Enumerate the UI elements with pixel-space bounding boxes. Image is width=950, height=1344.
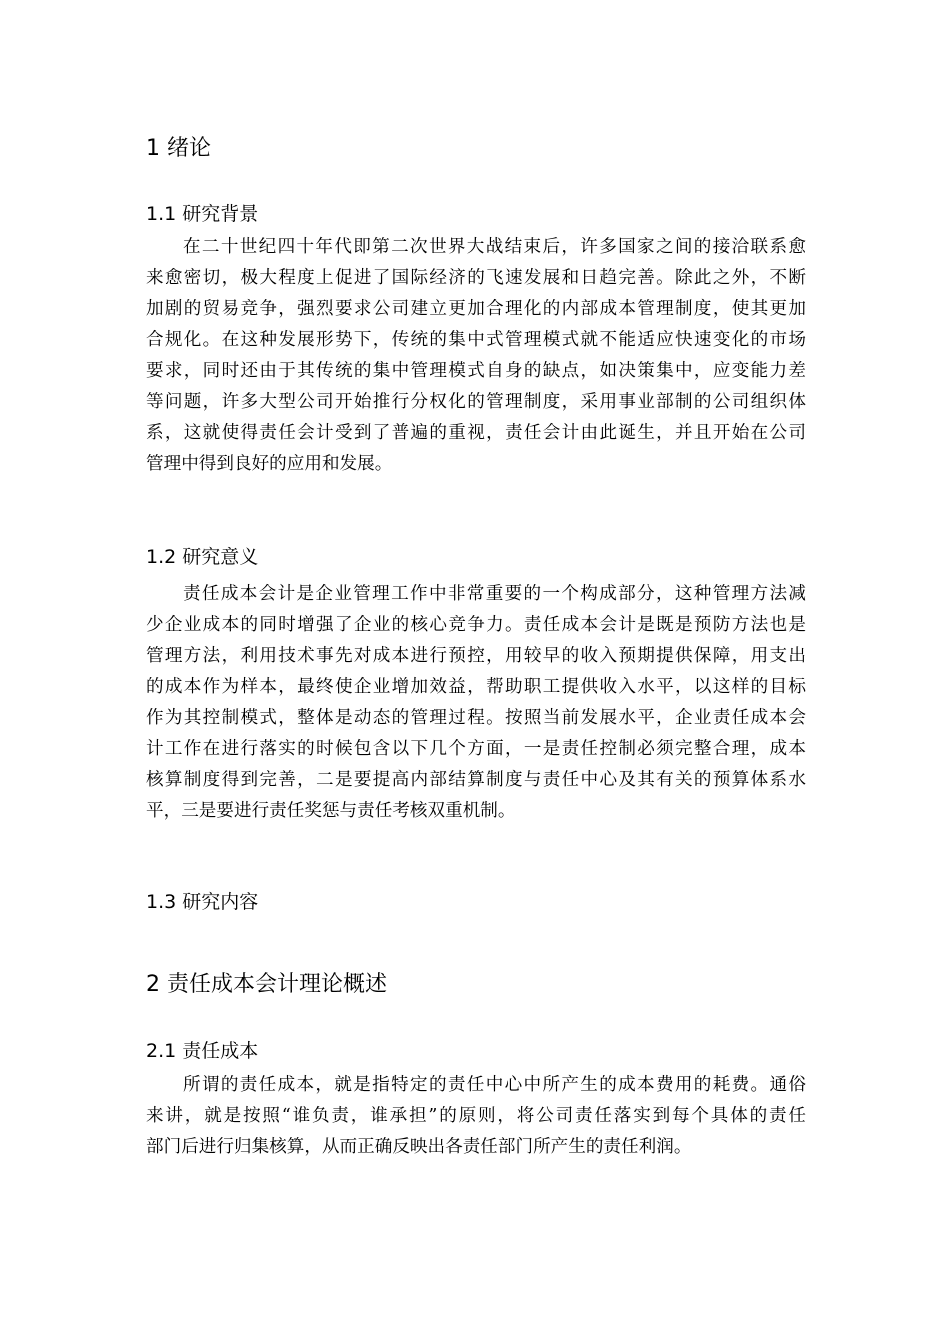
section-1-2-paragraph: [146, 579, 806, 827]
paragraph-line: 管理中得到良好的应用和发展。: [146, 454, 393, 474]
paragraph-line: 所谓的责任成本，就是指特定的责任中心中所产生的成本费用的耗费。通俗: [183, 1075, 806, 1095]
paragraph-line: 平，三是要进行责任奖惩与责任考核双重机制。: [146, 801, 516, 821]
section-1-1-paragraph: [146, 232, 806, 480]
section-2-1-title: 2.1 责任成本: [146, 1040, 259, 1062]
paragraph-line: 在二十世纪四十年代即第二次世界大战结束后，许多国家之间的接洽联系愈: [183, 237, 806, 257]
section-2-1-paragraph: [146, 1070, 806, 1163]
section-1-1-title: 1.1 研究背景: [146, 203, 259, 225]
paragraph-line: 等问题，许多大型公司开始推行分权化的管理制度，采用事业部制的公司组织体: [146, 392, 806, 412]
paragraph-line: 要求，同时还由于其传统的集中管理模式自身的缺点，如决策集中，应变能力差: [146, 361, 806, 381]
paragraph-line: 管理方法，利用技术事先对成本进行预控，用较早的收入预期提供保障，用支出: [146, 646, 806, 666]
paragraph-line: 的成本作为样本，最终使企业增加效益，帮助职工提供收入水平，以这样的目标: [146, 677, 806, 697]
paragraph-line: 少企业成本的同时增强了企业的核心竞争力。责任成本会计是既是预防方法也是: [146, 615, 806, 635]
paragraph-line: 核算制度得到完善，二是要提高内部结算制度与责任中心及其有关的预算体系水: [146, 770, 806, 790]
paragraph-line: 来讲，就是按照“谁负责，谁承担”的原则，将公司责任落实到每个具体的责任: [146, 1106, 806, 1126]
section-1-2-title: 1.2 研究意义: [146, 546, 259, 568]
paragraph-line: 加剧的贸易竞争，强烈要求公司建立更加合理化的内部成本管理制度，使其更加: [146, 299, 806, 319]
paragraph-line: 系，这就使得责任会计受到了普遍的重视，责任会计由此诞生，并且开始在公司: [146, 423, 806, 443]
paragraph-line: 合规化。在这种发展形势下，传统的集中式管理模式就不能适应快速变化的市场: [146, 330, 806, 350]
paragraph-line: 来愈密切，极大程度上促进了国际经济的飞速发展和日趋完善。除此之外，不断: [146, 268, 806, 288]
paragraph-line: 计工作在进行落实的时候包含以下几个方面，一是责任控制必须完整合理，成本: [146, 739, 806, 759]
paragraph-line: 责任成本会计是企业管理工作中非常重要的一个构成部分，这种管理方法减: [183, 584, 806, 604]
chapter-1-title: 1 绪论: [146, 136, 211, 161]
paragraph-line: 作为其控制模式，整体是动态的管理过程。按照当前发展水平，企业责任成本会: [146, 708, 806, 728]
paragraph-line: 部门后进行归集核算，从而正确反映出各责任部门所产生的责任利润。: [146, 1137, 692, 1157]
section-1-3-title: 1.3 研究内容: [146, 891, 259, 913]
chapter-2-title: 2 责任成本会计理论概述: [146, 972, 387, 997]
